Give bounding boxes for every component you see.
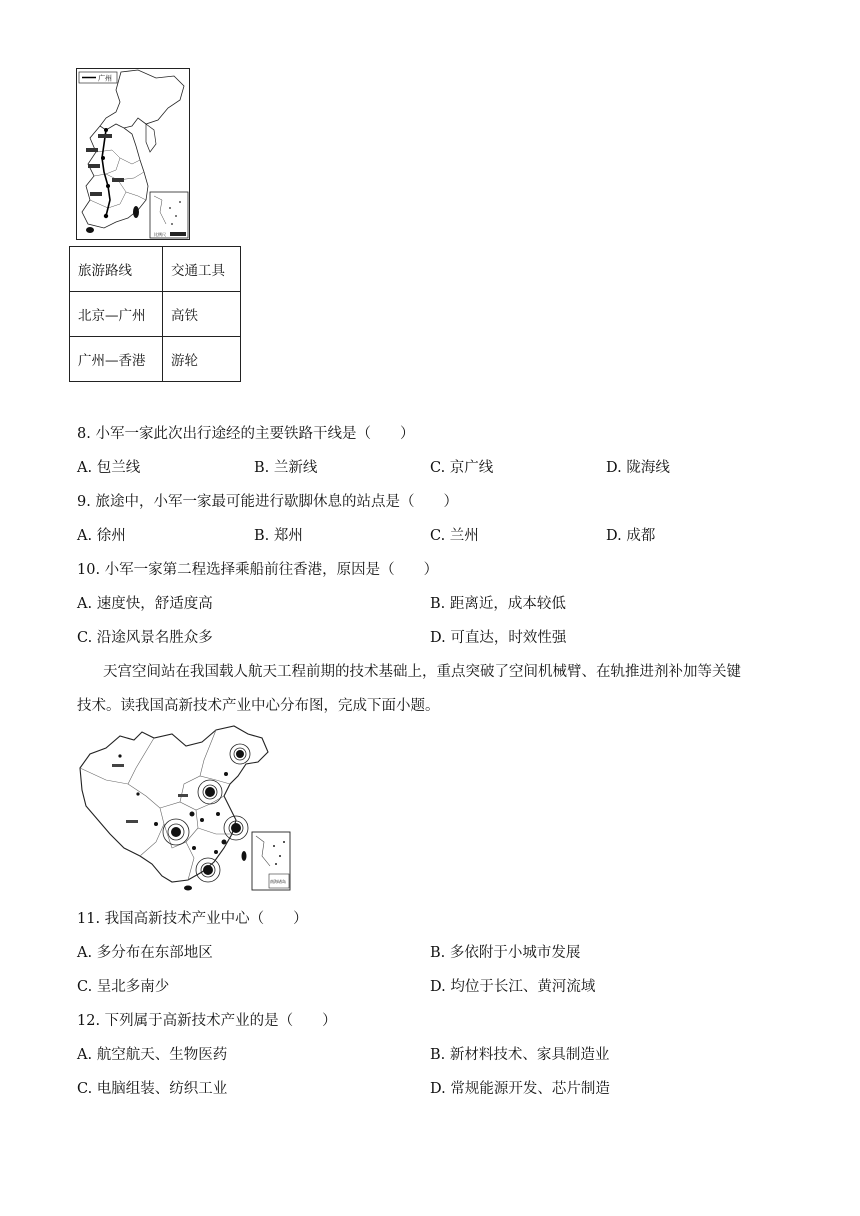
option-d[interactable]: D. 陇海线 — [606, 460, 670, 476]
option-b[interactable]: B. 距离近，成本较低 — [430, 596, 566, 612]
option-d[interactable]: D. 均位于长江、黄河流域 — [430, 979, 596, 995]
table-cell: 北京—广州 — [70, 292, 163, 337]
option-c[interactable]: C. 呈北多南少 — [77, 979, 170, 995]
question-stem: 9. 旅途中，小军一家最可能进行歇脚休息的站点是（ ） — [77, 494, 458, 510]
table-header-cell: 交通工具 — [163, 247, 241, 292]
map2-inset-label: 南海诸岛 — [270, 879, 286, 884]
option-a[interactable]: A. 徐州 — [77, 528, 126, 544]
table-cell: 游轮 — [163, 337, 241, 382]
table-header-cell: 旅游路线 — [70, 247, 163, 292]
option-b[interactable]: B. 兰新线 — [254, 460, 318, 476]
table-row — [70, 292, 241, 337]
option-b[interactable]: B. 郑州 — [254, 528, 303, 544]
table-cell: 高铁 — [163, 292, 241, 337]
option-a[interactable]: A. 包兰线 — [77, 460, 141, 476]
question-stem: 10. 小军一家第二程选择乘船前往香港，原因是（ ） — [77, 562, 439, 578]
table-cell: 广州—香港 — [70, 337, 163, 382]
option-c[interactable]: C. 京广线 — [430, 460, 494, 476]
question-stem: 12. 下列属于高新技术产业的是（ ） — [77, 1013, 337, 1029]
option-c[interactable]: C. 电脑组装、纺织工业 — [77, 1081, 228, 1097]
option-a[interactable]: A. 多分布在东部地区 — [77, 945, 213, 961]
passage-line: 天宫空间站在我国载人航天工程前期的技术基础上，重点突破了空间机械臂、在轨推进剂补加等关键 — [103, 664, 741, 680]
option-b[interactable]: B. 新材料技术、家具制造业 — [430, 1047, 610, 1063]
option-d[interactable]: D. 常规能源开发、芯片制造 — [430, 1081, 610, 1097]
option-a[interactable]: A. 速度快，舒适度高 — [77, 596, 213, 612]
map1-inset-scale: 比例尺 — [154, 232, 166, 237]
route-table — [69, 246, 241, 382]
option-c[interactable]: C. 兰州 — [430, 528, 479, 544]
question-stem: 8. 小军一家此次出行途经的主要铁路干线是（ ） — [77, 426, 415, 442]
table-row — [70, 337, 241, 382]
map1-title: 广州 — [98, 74, 112, 83]
hightech-map — [76, 724, 294, 892]
option-b[interactable]: B. 多依附于小城市发展 — [430, 945, 581, 961]
passage-line: 技术。读我国高新技术产业中心分布图，完成下面小题。 — [77, 698, 440, 714]
route-map — [76, 68, 190, 240]
option-d[interactable]: D. 可直达，时效性强 — [430, 630, 567, 646]
option-a[interactable]: A. 航空航天、生物医药 — [77, 1047, 228, 1063]
question-stem: 11. 我国高新技术产业中心（ ） — [77, 911, 308, 927]
option-c[interactable]: C. 沿途风景名胜众多 — [77, 630, 213, 646]
table-row — [70, 247, 241, 292]
option-d[interactable]: D. 成都 — [606, 528, 656, 544]
